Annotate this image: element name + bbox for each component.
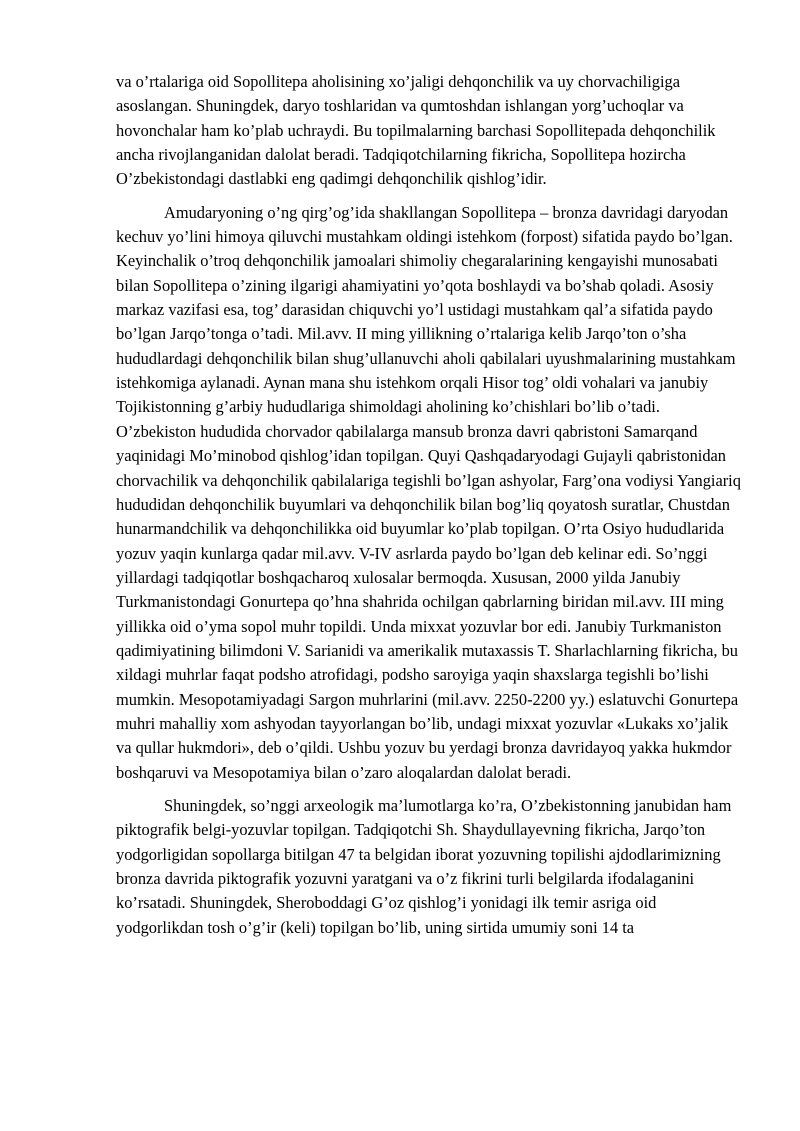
paragraph-1: va o’rtalariga oid Sopollitepa aholisining xo’jaligi dehqonchilik va uy chorvachiligiga asoslangan. Shuningdek, daryo toshlaridan va qumtoshdan ishlangan yorg’uchoqlar va hovonchalar ham ko’plab uchraydi. Bu topilmalarning barchasi Sopollitepada dehqonchilik ancha rivojlanganidan dalolat beradi. Tadqiqotchilarning fikricha, Sopollitepa hozircha O’zbekistondagi dastlabki eng qadimgi dehqonchilik qishlog’idir.	[116, 72, 716, 189]
document-page	[116, 70, 741, 949]
paragraph-2: Amudaryoning o’ng qirg’og’ida shakllangan Sopollitepa – bronza davridagi daryodan kechuv yo’lini himoya qiluvchi mustahkam oldingi istehkom (forpost) sifatida paydo bo’lgan. Keyinchalik o’troq dehqonchilik jamoalari shimoliy chegaralarining kengayishi munosabati bilan Sopollitepa o’zining ilgarigi ahamiyatini yo’qota boshlaydi va bo’shab qoladi. Asosiy markaz vazifasi esa, tog’ darasidan chiquvchi yo’l ustidagi mustahkam qal’a sifatida paydo bo’lgan Jarqo’tonga o’tadi. Mil.avv. II ming yillikning o’rtalariga kelib Jarqo’ton o’sha hududlardagi dehqonchilik bilan shug’ullanuvchi aholi qabilalari uyushmalarining mustahkam istehkomiga aylanadi. Aynan mana shu istehkom orqali Hisor tog’ oldi vohalari va janubiy Tojikistonning g’arbiy hududlariga shimoldagi aholining ko’chishlari bo’lib o’tadi. O’zbekiston hududida chorvador qabilalarga mansub bronza davri qabristoni Samarqand yaqinidagi Mo’minobod qishlog’idan topilgan. Quyi Qashqadaryodagi Gujayli qabristonidan chorvachilik va dehqonchilik qabilalariga tegishli bo’lgan ashyolar, Farg’ona vodiysi Yangiariq hududidan dehqonchilik buyumlari va dehqonchilik bilan bog’liq qoyatosh suratlar, Chustdan hunarmandchilik va dehqonchilikka oid buyumlar ko’plab topilgan. O’rta Osiyo hududlarida yozuv yaqin kunlarga qadar mil.avv. V-IV asrlarda paydo bo’lgan deb kelinar edi. So’nggi yillardagi tadqiqotlar boshqacharoq xulosalar bermoqda. Xususan, 2000 yilda Janubiy Turkmanistondagi Gonurtepa qo’hna shahrida ochilgan qabrlarning biridan mil.avv. III ming yillikka oid o’yma sopol muhr topildi. Unda mixxat yozuvlar bor edi. Janubiy Turkmaniston qadimiyatining bilimdoni V. Sarianidi va amerikalik mutaxassis T. Sharlachlarning fikricha, bu xildagi muhrlar faqat podsho atrofidagi, podsho saroyiga yaqin shaxslarga tegishli bo’lishi mumkin. Mesopotamiyadagi Sargon muhrlarini (mil.avv. 2250-2200 yy.) eslatuvchi Gonurtepa muhri mahalliy xom ashyodan tayyorlangan bo’lib, undagi mixxat yozuvlar «Lukaks xo’jalik va qullar hukmdori», deb o’qildi. Ushbu yozuv bu yerdagi bronza davridayoq yakka hukmdor boshqaruvi va Mesopotamiya bilan o’zaro aloqalardan dalolat beradi.	[116, 202, 741, 782]
paragraph-3: Shuningdek, so’nggi arxeologik ma’lumotlarga ko’ra, O’zbekistonning janubidan ham piktografik belgi-yozuvlar topilgan. Tadqiqotchi Sh. Shaydullayevning fikricha, Jarqo’ton yodgorligidan sopollarga bitilgan 47 ta belgidan iborat yozuvning topilishi ajdodlarimizning bronza davrida piktografik yozuvni yaratgani va o’z fikrini turli belgilarda ifodalaganini ko’rsatadi. Shuningdek, Sheroboddagi G’oz qishlog’i yonidagi ilk temir asriga oid yodgorlikdan tosh o’g’ir (keli) topilgan bo’lib, uning sirtida umumiy soni 14 ta	[116, 795, 732, 937]
